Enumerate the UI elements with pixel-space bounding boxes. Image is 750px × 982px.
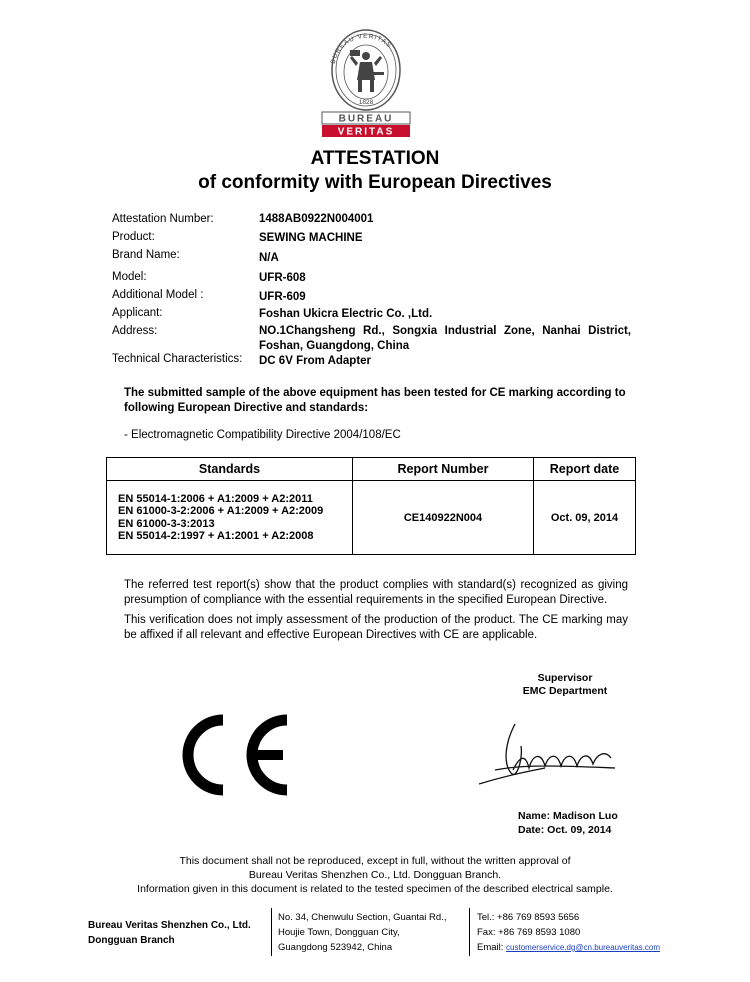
standards-cell: [107, 481, 353, 555]
footer-address-3: Guangdong 523942, China: [278, 942, 393, 953]
verification-paragraph: This verification does not imply assessment of the production of the product. The CE marking may be affixed if all relevant and effective European Directives with CE are applicable.: [124, 614, 628, 641]
info-label: Applicant:: [112, 307, 163, 319]
footer-tel: Tel.: +86 769 8593 5656: [477, 912, 580, 923]
page-title: ATTESTATION: [310, 148, 440, 169]
info-label: Attestation Number:: [112, 213, 214, 225]
footer-company: Bureau Veritas Shenzhen Co., Ltd.: [88, 920, 251, 931]
table-header: Standards: [107, 458, 353, 481]
footer-address-1: No. 34, Chenwulu Section, Guantai Rd.,: [278, 912, 447, 923]
info-value: UFR-609: [259, 291, 306, 303]
signature-date: Date: Oct. 09, 2014: [518, 824, 612, 836]
footer-notice-3: Information given in this document is related to the tested specimen of the described electrical sample.: [137, 883, 613, 895]
footer-email-label: Email:: [477, 942, 507, 953]
standards-table: [106, 457, 636, 555]
table-header: Report date: [534, 458, 636, 481]
directive-line: - Electromagnetic Compatibility Directive 2004/108/EC: [124, 429, 401, 441]
logo-ring-text: BUREAU VERITAS: [329, 32, 393, 65]
info-value: DC 6V From Adapter: [259, 355, 372, 367]
ce-mark-icon: [165, 712, 295, 798]
footer-notice-2: Bureau Veritas Shenzhen Co., Ltd. Dongguan Branch.: [248, 869, 502, 881]
signatory-role: Supervisor: [537, 672, 593, 684]
footer-email-link[interactable]: customerservice.dg@cn.bureauveritas.com: [506, 943, 661, 952]
standard-item: EN 61000-3-2:2006 + A1:2009 + A2:2009: [118, 505, 324, 517]
test-statement: The submitted sample of the above equipment has been tested for CE marking according to following European Directive and standards:: [124, 387, 626, 414]
info-value: SEWING MACHINE: [259, 232, 363, 244]
info-address-value: NO.1Changsheng Rd., Songxia Industrial Zone, Nanhai District, Foshan, Guangdong, China: [259, 325, 631, 352]
footer-email-row: [477, 940, 660, 956]
info-label: Product:: [112, 231, 155, 243]
bureau-veritas-logo: [320, 28, 412, 140]
info-label: Address:: [112, 325, 158, 337]
signatory-department: EMC Department: [522, 685, 608, 697]
logo-band-veritas: VERITAS: [337, 126, 395, 138]
info-value: N/A: [259, 252, 279, 264]
footer-divider: [271, 908, 272, 956]
page-subtitle: of conformity with European Directives: [198, 172, 552, 193]
signatory-name: Name: Madison Luo: [518, 810, 618, 822]
info-label: Model:: [112, 271, 147, 283]
footer-address-2: Houjie Town, Dongguan City,: [278, 927, 400, 938]
info-label: Brand Name:: [112, 249, 180, 261]
standard-item: EN 55014-1:2006 + A1:2009 + A2:2011: [118, 492, 313, 505]
logo-year: 1828: [358, 99, 374, 106]
report-date-cell: Oct. 09, 2014: [534, 481, 636, 555]
handwritten-signature: [475, 718, 635, 793]
standard-item: EN 55014-2:1997 + A1:2001 + A2:2008: [118, 530, 314, 542]
footer-divider: [469, 908, 470, 956]
standard-item: EN 61000-3-3:2013: [118, 517, 215, 530]
table-row: [107, 481, 636, 555]
compliance-paragraph: The referred test report(s) show that the product complies with standard(s) recognized as giving presumption of compliance with the essential requirements in the specified European Directive.: [124, 579, 628, 606]
footer-branch: Dongguan Branch: [88, 935, 175, 946]
info-value: UFR-608: [259, 272, 306, 284]
table-header: Report Number: [353, 458, 534, 481]
report-number-cell: CE140922N004: [353, 481, 534, 555]
footer-notice-1: This document shall not be reproduced, except in full, without the written approval of: [179, 855, 571, 867]
info-label: Technical Characteristics:: [112, 353, 243, 365]
logo-band-bureau: BUREAU: [338, 113, 394, 125]
footer-fax: Fax: +86 769 8593 1080: [477, 927, 581, 938]
info-value: Foshan Ukicra Electric Co. ,Ltd.: [259, 308, 433, 320]
info-value: 1488AB0922N004001: [259, 213, 374, 225]
info-label: Additional Model :: [112, 289, 204, 301]
